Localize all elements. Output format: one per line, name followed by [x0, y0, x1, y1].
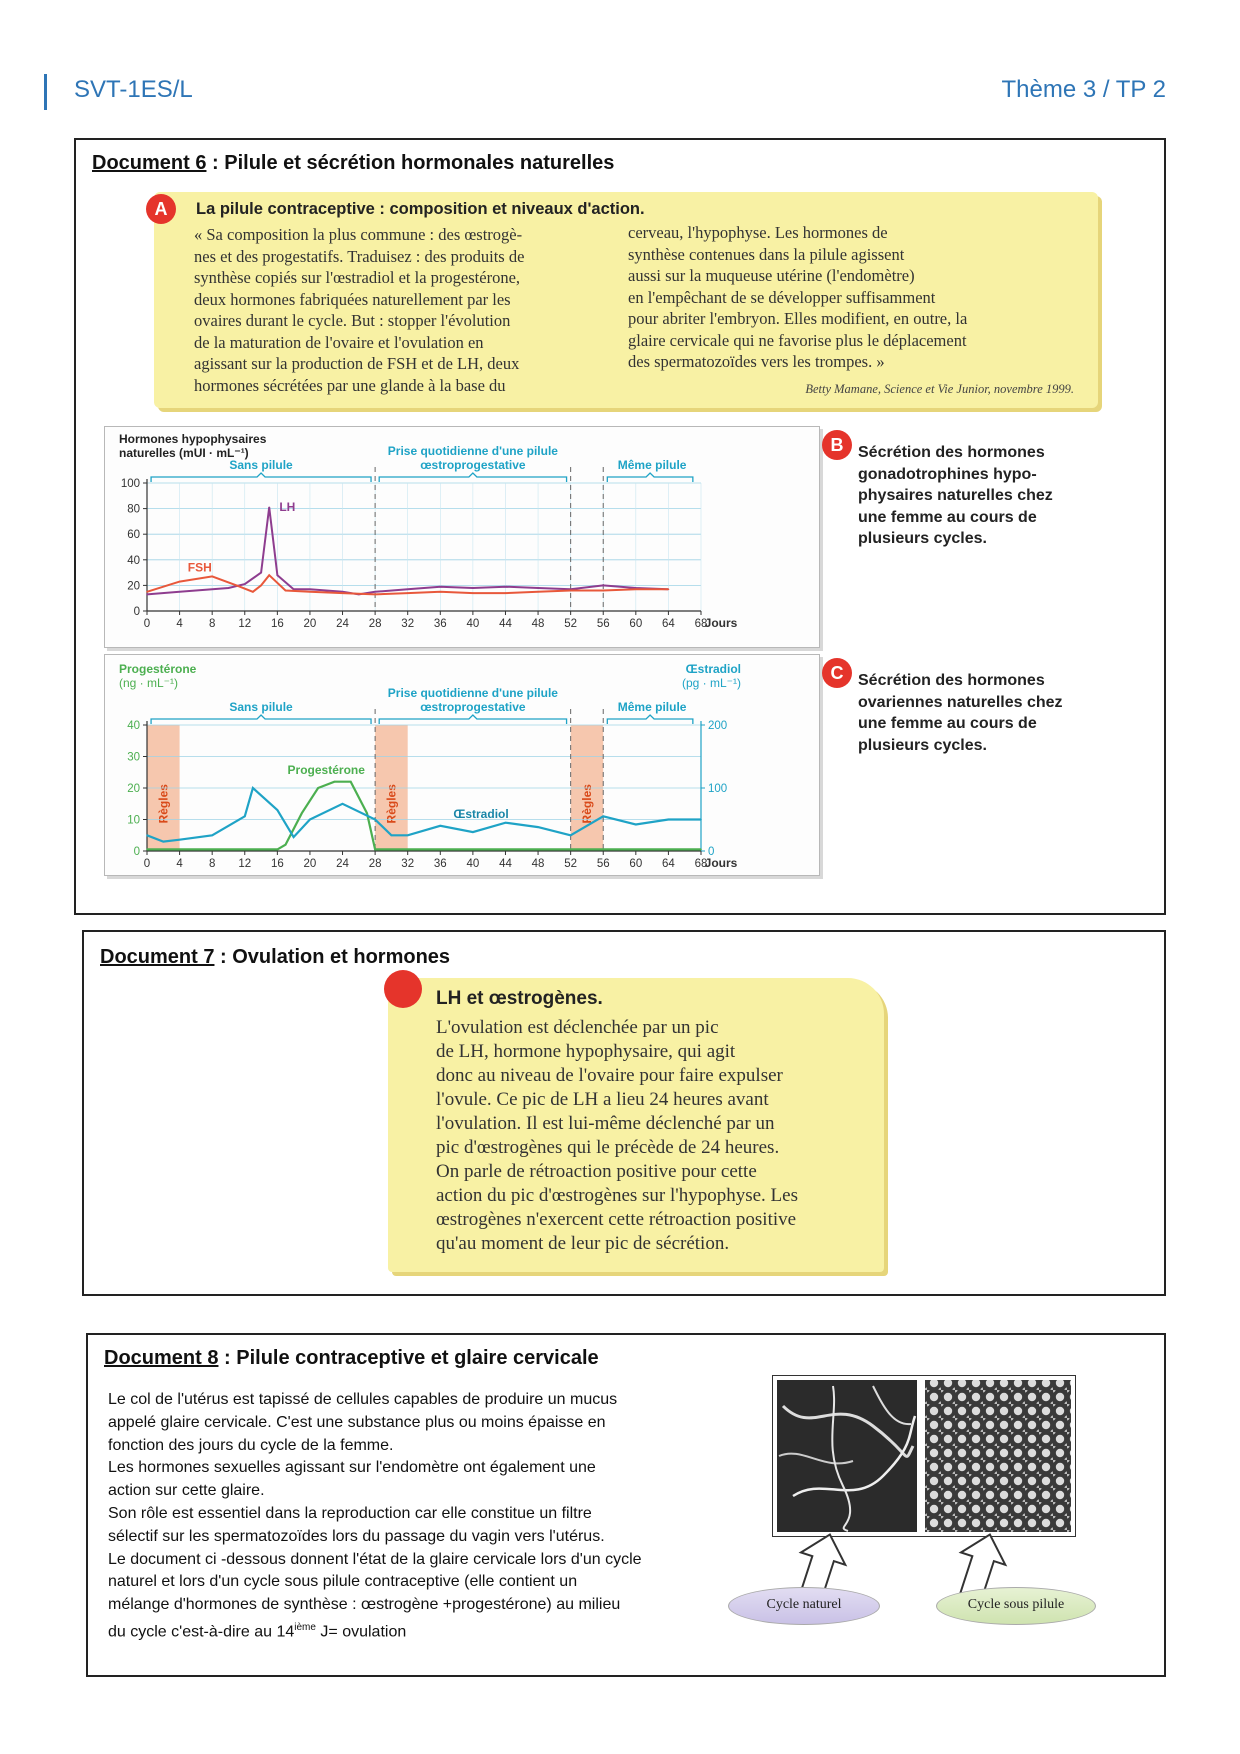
x-tick-label: 36	[433, 858, 447, 870]
partA-line: de la maturation de l'ovaire et l'ovulation en	[194, 332, 484, 352]
data-point-lh	[505, 586, 507, 588]
partA-line: pour abriter l'embryon. Elles modifient, en outre, la	[628, 309, 968, 328]
x-tick-label: 32	[401, 618, 415, 630]
data-point-lh	[293, 588, 295, 590]
data-point-progesterone	[700, 849, 702, 851]
data-point-progesterone	[374, 849, 376, 851]
data-point-lh	[602, 585, 604, 587]
header-subject: SVT-1ES/L	[74, 76, 193, 103]
data-point-lh	[277, 574, 279, 576]
x-tick-label: 8	[208, 618, 216, 630]
doc6-chartB	[104, 426, 820, 648]
x-tick-label: 0	[143, 858, 151, 870]
data-point-fsh	[268, 574, 270, 576]
x-tick-label: 56	[596, 858, 610, 870]
data-point-progesterone	[537, 849, 539, 851]
data-point-fsh	[146, 591, 148, 593]
data-point-fsh	[374, 594, 376, 596]
data-point-oestradiol	[700, 819, 702, 821]
x-tick-label: 64	[662, 618, 675, 630]
data-point-fsh	[407, 592, 409, 594]
doc7-body	[436, 1016, 798, 1256]
partA-line: cerveau, l'hypophyse. Les hormones de	[628, 223, 888, 242]
data-point-oestradiol	[439, 825, 441, 827]
label-cycle-naturel: Cycle naturel	[728, 1587, 880, 1625]
x-tick-label: 60	[629, 618, 643, 630]
data-point-lh	[472, 587, 474, 589]
x-tick-label: 20	[303, 858, 317, 870]
data-point-oestradiol	[570, 834, 572, 836]
data-point-lh	[268, 507, 270, 509]
doc8-title-text: : Pilule contraceptive et glaire cervicale	[218, 1347, 599, 1369]
data-point-oestradiol	[244, 816, 246, 818]
data-point-fsh	[570, 590, 572, 592]
x-tick-label: 4	[176, 618, 183, 630]
y-axis-right-label-l1: Œstradiol	[685, 662, 741, 676]
data-point-progesterone	[301, 812, 303, 814]
y-tick-label-right: 0	[708, 846, 715, 858]
doc7-line: action du pic d'œstrogènes sur l'hypophyse. Les	[436, 1185, 798, 1206]
badge-C: C	[822, 658, 852, 688]
y-tick-label-right: 100	[708, 783, 728, 795]
x-tick-label: 68	[694, 618, 708, 630]
doc7-line: œstrogènes n'exercent cette rétroaction positive	[436, 1209, 797, 1230]
doc8-title-number: Document 8	[104, 1347, 219, 1369]
x-tick-label: 12	[238, 858, 252, 870]
y-axis-left-label-l1: Progestérone	[119, 662, 197, 676]
data-point-oestradiol	[602, 816, 604, 818]
doc6-title-number: Document 6	[92, 152, 207, 174]
data-point-progesterone	[668, 849, 670, 851]
doc7-note-box	[388, 978, 884, 1272]
data-point-lh	[244, 583, 246, 585]
phase-brace	[607, 715, 693, 724]
x-tick-label: 8	[208, 858, 216, 870]
doc8-line: fonction des jours du cycle de la femme.	[108, 1436, 394, 1454]
y-tick-label-left: 20	[127, 783, 140, 795]
partA-heading: La pilule contraceptive : composition et niveaux d'action.	[196, 200, 645, 218]
x-tick-label: 28	[368, 618, 382, 630]
data-point-fsh	[342, 592, 344, 594]
data-point-progesterone	[350, 781, 352, 783]
data-point-oestradiol	[407, 834, 409, 836]
y-tick-label-left: 0	[133, 846, 140, 858]
data-point-fsh	[260, 585, 262, 587]
partA-line: glaire cervicale qui ne favorise plus le déplacement	[628, 330, 967, 350]
data-point-oestradiol	[309, 819, 311, 821]
data-point-fsh	[309, 591, 311, 593]
data-point-fsh	[505, 592, 507, 594]
partA-line: ovaires durant le cycle. But : stopper l'évolution	[194, 311, 511, 330]
data-point-lh	[407, 588, 409, 590]
partA-line: deux hormones fabriquées naturellement par les	[194, 289, 511, 309]
y-tick-label-right: 200	[708, 720, 728, 732]
doc8-body	[108, 1389, 708, 1644]
doc8-line: mélange d'hormones de synthèse : œstrogène +progestérone) au milieu	[108, 1596, 621, 1614]
header-accent-bar	[44, 74, 47, 110]
header-theme: Thème 3 / TP 2	[1001, 76, 1166, 103]
x-tick-label: 44	[499, 858, 512, 870]
data-point-progesterone	[179, 849, 181, 851]
y-axis-left-label-l2: (ng · mL⁻¹)	[119, 676, 179, 690]
doc8-line: appelé glaire cervicale. C'est une substance plus ou moins épaisse en	[108, 1413, 606, 1431]
doc7-heading: LH et œstrogènes.	[436, 988, 603, 1009]
doc8-line: naturel et lors d'un cycle sous pilule contraceptive (elle contient un	[108, 1573, 578, 1591]
data-point-progesterone	[277, 849, 279, 851]
document-6	[74, 138, 1166, 915]
badge-B: B	[822, 430, 852, 460]
partA-col2	[628, 222, 1048, 373]
data-point-oestradiol	[162, 841, 164, 843]
phase-label-meme-pilule: Même pilule	[617, 458, 687, 472]
partB-caption-line: une femme au cours de	[858, 508, 1037, 526]
partA-line: des spermatozoïdes vers les trompes. »	[628, 352, 885, 371]
regles-label: Règles	[384, 784, 399, 824]
data-point-progesterone	[317, 787, 319, 789]
doc8-title	[104, 1347, 599, 1370]
partC-caption-line: Sécrétion des hormones	[858, 672, 1045, 689]
data-point-oestradiol	[293, 836, 295, 838]
doc7-red-dot	[384, 970, 422, 1008]
x-tick-label: 24	[336, 618, 349, 630]
data-point-oestradiol	[635, 824, 637, 826]
partB-caption-line: plusieurs cycles.	[858, 530, 987, 547]
partA-line: « Sa composition la plus commune : des œstrogè-	[194, 225, 523, 244]
data-point-fsh	[236, 585, 238, 587]
data-point-lh	[537, 587, 539, 589]
x-tick-label: 0	[143, 618, 151, 630]
data-point-oestradiol	[505, 822, 507, 824]
data-point-lh	[211, 588, 213, 590]
chart-b-svg	[105, 427, 819, 647]
phase-brace	[151, 715, 371, 724]
y-tick-label-left: 40	[127, 720, 140, 732]
doc6-chartC	[104, 654, 820, 876]
partB-caption	[858, 442, 1053, 550]
doc7-line: L'ovulation est déclenchée par un pic	[436, 1017, 719, 1038]
data-point-fsh	[635, 588, 637, 590]
phase-brace	[379, 715, 566, 724]
y-tick-label: 60	[127, 529, 140, 542]
phase-brace	[607, 473, 693, 482]
data-point-lh	[374, 591, 376, 593]
data-point-progesterone	[244, 849, 246, 851]
y-tick-label-left: 30	[127, 751, 140, 764]
doc8-line: Le col de l'utérus est tapissé de cellules capables de produire un mucus	[108, 1391, 618, 1408]
x-tick-label: 24	[336, 858, 349, 870]
doc8-line: Le document ci -dessous donnent l'état de la glaire cervicale lors d'un cycle	[108, 1550, 642, 1568]
partA-line: aussi sur la muqueuse utérine (l'endomètre)	[628, 266, 915, 285]
data-point-lh	[179, 591, 181, 593]
phase-label-meme-pilule: Même pilule	[617, 700, 687, 714]
data-point-lh	[260, 572, 262, 574]
doc8-last-line	[108, 1617, 708, 1644]
x-tick-label: 4	[176, 858, 183, 870]
y-tick-label: 40	[127, 554, 140, 567]
data-point-oestradiol	[391, 834, 393, 836]
data-point-fsh	[252, 591, 254, 593]
data-point-progesterone	[334, 781, 336, 783]
regles-label: Règles	[156, 784, 171, 824]
data-point-fsh	[537, 591, 539, 593]
data-point-oestradiol	[179, 839, 181, 841]
chart-c-svg	[105, 655, 819, 875]
partA-line: en l'empêchant de se développer suffisamment	[628, 287, 936, 307]
doc7-title	[100, 946, 450, 969]
doc8-line: Les hormones sexuelles agissant sur l'endomètre ont également une	[108, 1459, 596, 1477]
x-tick-label: 32	[401, 858, 415, 870]
phase-label-sans-pilule: Sans pilule	[229, 700, 293, 714]
y-axis-right-label-l2: (pg · mL⁻¹)	[681, 676, 741, 690]
x-tick-label: 64	[662, 858, 675, 870]
series-label-oestradiol: Œstradiol	[453, 807, 509, 822]
badge-A: A	[146, 194, 176, 224]
x-tick-label: 16	[270, 858, 284, 870]
data-point-fsh	[285, 590, 287, 592]
doc7-line: On parle de rétroaction positive pour cette	[436, 1161, 757, 1182]
x-tick-label: 12	[238, 618, 252, 630]
partB-caption-line: Sécrétion des hormones	[858, 444, 1045, 461]
partC-caption-line: une femme au cours de	[858, 715, 1037, 732]
partA-line: agissant sur la production de FSH et de LH, deux	[194, 354, 520, 373]
x-tick-label: 60	[629, 858, 643, 870]
phase-label-oestroprog: œstroprogestative	[420, 700, 526, 714]
data-point-progesterone	[472, 849, 474, 851]
x-tick-label: 28	[368, 858, 382, 870]
doc7-title-text: : Ovulation et hormones	[214, 946, 451, 968]
regles-label: Règles	[579, 784, 594, 824]
data-point-progesterone	[285, 844, 287, 846]
doc7-line: l'ovulation. Il est lui-même déclenché par un	[436, 1113, 775, 1134]
y-axis-label-l2: naturelles (mUI · mL⁻¹)	[119, 446, 249, 460]
doc6-partA-box	[154, 192, 1098, 408]
series-label-fsh: FSH	[187, 560, 212, 575]
x-tick-label: 56	[596, 618, 610, 630]
series-label-progesterone: Progestérone	[287, 762, 365, 777]
x-tick-label: 40	[466, 618, 480, 630]
data-point-oestradiol	[252, 787, 254, 789]
y-tick-label: 20	[127, 580, 140, 593]
x-tick-label: 44	[499, 618, 512, 630]
y-tick-label: 100	[120, 478, 140, 490]
data-point-fsh	[439, 591, 441, 593]
partA-col1	[194, 224, 594, 396]
phase-brace	[379, 473, 566, 482]
doc8-last-post: J= ovulation	[315, 1623, 407, 1641]
doc6-title	[92, 152, 614, 175]
partA-line: synthèse copiés sur l'œstradiol et la progestérone,	[194, 268, 521, 287]
doc7-title-number: Document 7	[100, 946, 215, 968]
phase-label-prise: Prise quotidienne d'une pilule	[387, 686, 558, 700]
x-axis-label: Jours	[704, 856, 738, 870]
data-point-oestradiol	[342, 803, 344, 805]
data-point-fsh	[668, 588, 670, 590]
doc8-line: action sur cette glaire.	[108, 1482, 265, 1500]
x-tick-label: 48	[531, 858, 545, 870]
y-tick-label-left: 10	[127, 814, 140, 827]
document-8	[86, 1333, 1166, 1677]
x-axis-label: Jours	[704, 616, 738, 630]
data-point-lh	[228, 587, 230, 589]
x-tick-label: 16	[270, 618, 284, 630]
x-tick-label: 48	[531, 618, 545, 630]
doc8-line: Son rôle est essentiel dans la reproduction car elle constitue un filtre	[108, 1504, 592, 1522]
doc7-line: l'ovule. Ce pic de LH a lieu 24 heures avant	[436, 1089, 769, 1110]
partC-caption-line: plusieurs cycles.	[858, 736, 987, 754]
doc8-last-pre: du cycle c'est-à-dire au 14	[108, 1623, 295, 1641]
doc6-title-text: : Pilule et sécrétion hormonales naturelles	[206, 152, 615, 174]
partA-line: nes et des progestatifs. Traduisez : des produits de	[194, 246, 525, 266]
doc7-line: de LH, hormone hypophysaire, qui agit	[436, 1041, 736, 1062]
x-tick-label: 52	[564, 858, 578, 870]
data-point-oestradiol	[277, 809, 279, 811]
y-tick-label: 0	[133, 606, 140, 618]
data-point-oestradiol	[211, 834, 213, 836]
x-tick-label: 36	[433, 618, 447, 630]
data-point-oestradiol	[374, 819, 376, 821]
data-point-fsh	[179, 581, 181, 583]
label-cycle-sous-pilule: Cycle sous pilule	[936, 1587, 1096, 1625]
document-7	[82, 930, 1166, 1296]
partB-caption-line: physaires naturelles chez	[858, 487, 1053, 504]
series-label-lh: LH	[279, 500, 296, 515]
data-point-lh	[309, 588, 311, 590]
phase-label-sans-pilule: Sans pilule	[229, 458, 293, 472]
x-tick-label: 68	[694, 858, 708, 870]
doc7-line: qu'au moment de leur pic de sécrétion.	[436, 1233, 730, 1254]
partC-caption	[858, 670, 1063, 756]
phase-label-prise: Prise quotidienne d'une pilule	[387, 444, 558, 458]
x-tick-label: 40	[466, 858, 480, 870]
data-point-lh	[439, 586, 441, 588]
doc8-lines	[108, 1389, 708, 1617]
series-oestradiol	[147, 788, 701, 842]
x-tick-label: 20	[303, 618, 317, 630]
doc8-line: sélectif sur les spermatozoïdes lors du passage du vagin vers l'utérus.	[108, 1527, 605, 1545]
data-point-progesterone	[366, 812, 368, 814]
partA-line: synthèse contenues dans la pilule agissent	[628, 244, 905, 264]
data-point-fsh	[602, 590, 604, 592]
data-point-oestradiol	[146, 834, 148, 836]
data-point-oestradiol	[472, 831, 474, 833]
phase-label-oestroprog: œstroprogestative	[420, 458, 526, 472]
x-tick-label: 52	[564, 618, 578, 630]
phase-brace	[151, 473, 371, 482]
doc8-last-sup: ième	[294, 1621, 316, 1633]
doc7-line: pic d'œstrogènes qui le précède de 24 heures.	[436, 1137, 780, 1158]
data-point-fsh	[472, 592, 474, 594]
y-tick-label: 80	[127, 503, 140, 516]
series-progesterone	[147, 782, 701, 850]
data-point-oestradiol	[537, 826, 539, 828]
partB-caption-line: gonadotrophines hypo-	[858, 465, 1037, 483]
data-point-progesterone	[211, 849, 213, 851]
data-point-fsh	[211, 576, 213, 578]
doc7-line: donc au niveau de l'ovaire pour faire expulser	[436, 1065, 783, 1086]
data-point-oestradiol	[668, 819, 670, 821]
data-point-progesterone	[146, 849, 148, 851]
data-point-progesterone	[407, 849, 409, 851]
data-point-progesterone	[602, 849, 604, 851]
partA-line: hormones sécrétées par une glande à la base du	[194, 375, 506, 395]
partA-source: Betty Mamane, Science et Vie Junior, novembre 1999.	[805, 382, 1074, 396]
partC-caption-line: ovariennes naturelles chez	[858, 693, 1063, 711]
y-axis-label-l1: Hormones hypophysaires	[119, 432, 267, 446]
data-point-lh	[146, 594, 148, 596]
